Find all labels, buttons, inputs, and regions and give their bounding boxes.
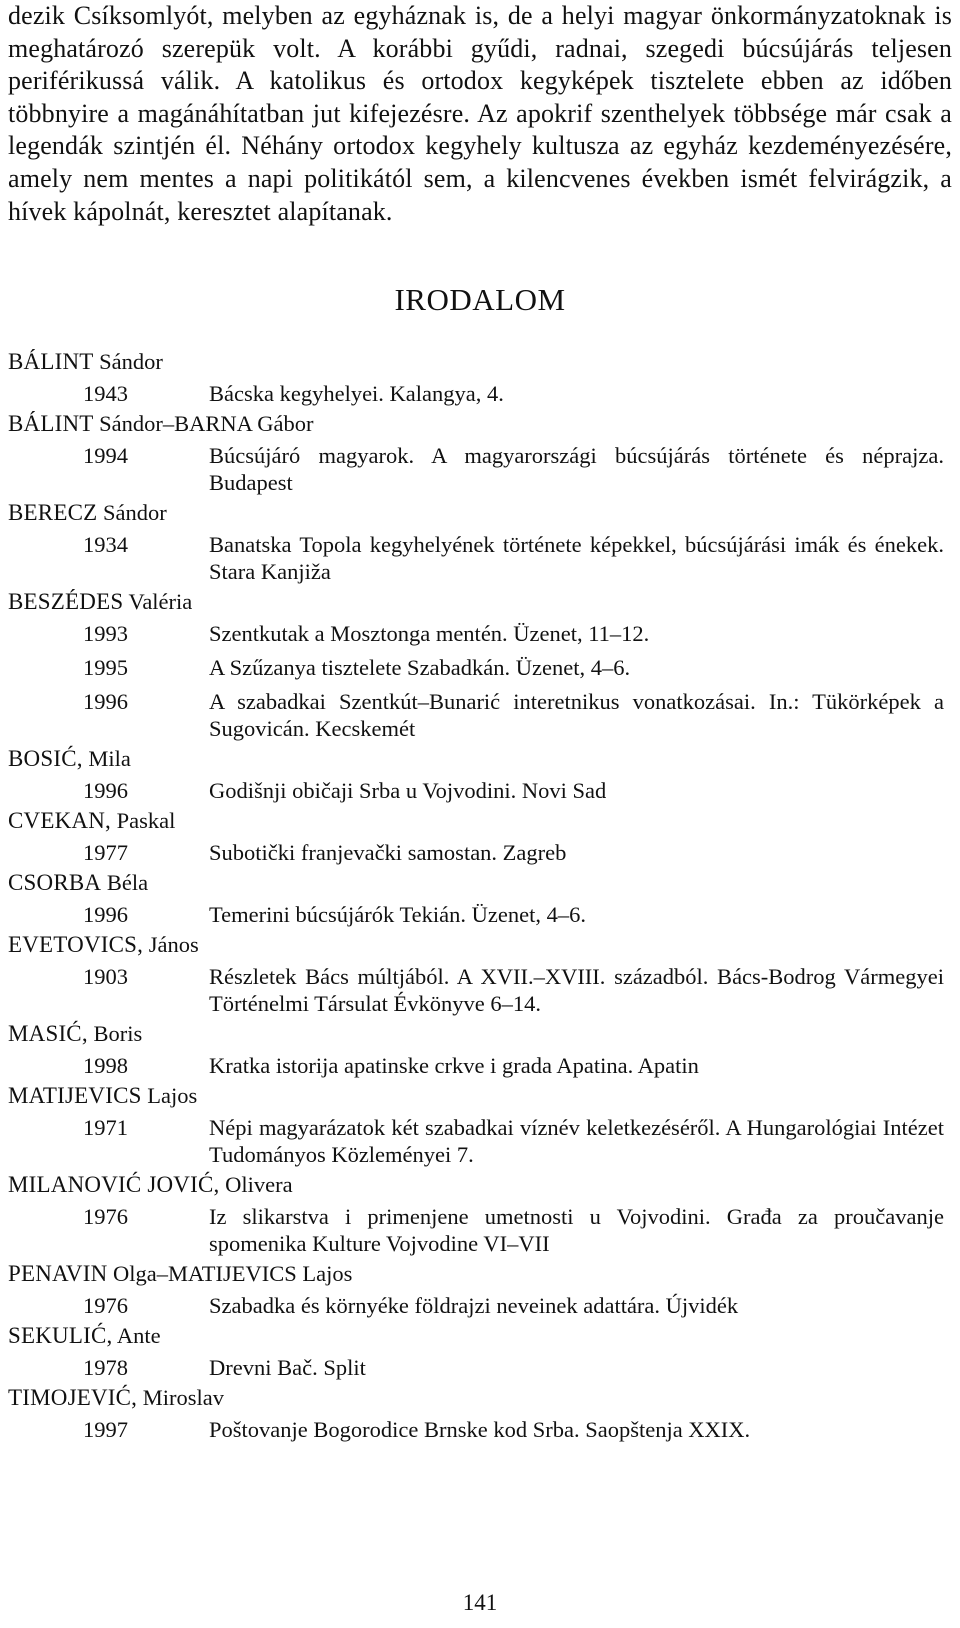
bibliography-entry xyxy=(8,931,952,1020)
bibliography-work xyxy=(8,527,952,588)
bibliography-entry xyxy=(8,869,952,931)
work-year: 1996 xyxy=(83,689,128,714)
section-heading: IRODALOM xyxy=(394,282,566,317)
author-surname: BÁLINT xyxy=(8,411,94,436)
work-year: 1996 xyxy=(83,778,128,803)
page-number: 141 xyxy=(462,1590,498,1615)
bibliography-work xyxy=(8,616,952,650)
work-year: 1977 xyxy=(83,840,128,865)
work-title: Godišnji običaji Srba u Vojvodini. Novi Sad xyxy=(209,778,607,803)
bibliography-work xyxy=(8,1350,952,1384)
bibliography-work xyxy=(8,835,952,869)
author-given-name: Miroslav xyxy=(137,1385,225,1410)
bibliography-work xyxy=(8,1199,952,1260)
author-given-name: Sándor xyxy=(93,349,163,374)
author-surname: EVETOVICS, xyxy=(8,932,144,957)
author-given-name: Ante xyxy=(112,1323,161,1348)
work-title: Népi magyarázatok két szabadkai víznév keletkezéséről. A Hungarológiai Intézet Tudományos Közleményei 7. xyxy=(209,1115,944,1167)
bibliography-work xyxy=(8,650,952,684)
author-name xyxy=(8,869,952,897)
author-surname: MASIĆ, xyxy=(8,1021,88,1046)
author-surname: TIMOJEVIĆ, xyxy=(8,1385,138,1410)
work-year: 1971 xyxy=(83,1115,128,1140)
bibliography-entry xyxy=(8,1171,952,1260)
author-surname: BOSIĆ, xyxy=(8,746,83,771)
bibliography-work xyxy=(8,376,952,410)
work-title: Poštovanje Bogorodice Brnske kod Srba. Saopštenja XXIX. xyxy=(209,1417,751,1442)
author-given-name: Lajos xyxy=(141,1083,198,1108)
work-title: Szentkutak a Mosztonga mentén. Üzenet, 11–12. xyxy=(209,621,650,646)
author-given-name: János xyxy=(143,932,199,957)
author-name xyxy=(8,1260,952,1288)
work-year: 1994 xyxy=(83,443,128,468)
work-title: Búcsújáró magyarok. A magyarországi búcsújárás története és néprajza. Budapest xyxy=(209,443,944,495)
bibliography-entry xyxy=(8,588,952,745)
work-title: Szabadka és környéke földrajzi neveinek adattára. Újvidék xyxy=(209,1293,739,1318)
work-year: 1998 xyxy=(83,1053,128,1078)
author-surname: SEKULIĆ, xyxy=(8,1323,113,1348)
author-given-name: Olga–MATIJEVICS Lajos xyxy=(107,1261,353,1286)
author-surname: BERECZ xyxy=(8,500,98,525)
bibliography-work xyxy=(8,897,952,931)
bibliography-work xyxy=(8,684,952,745)
bibliography-entry xyxy=(8,499,952,588)
bibliography-entry xyxy=(8,1020,952,1082)
author-given-name: Valéria xyxy=(123,589,193,614)
work-title: Banatska Topola kegyhelyének története képekkel, búcsújárási imák és énekek. Stara Kanjiža xyxy=(209,532,944,584)
bibliography-entry xyxy=(8,1082,952,1171)
author-name xyxy=(8,1322,952,1350)
bibliography-list xyxy=(8,348,952,1446)
bibliography-entry xyxy=(8,745,952,807)
bibliography-work xyxy=(8,1412,952,1446)
author-given-name: Sándor–BARNA Gábor xyxy=(93,411,314,436)
work-year: 1976 xyxy=(83,1293,128,1318)
work-title: Drevni Bač. Split xyxy=(209,1355,366,1380)
work-title: Részletek Bács múltjából. A XVII.–XVIII. századból. Bács-Bodrog Vármegyei Történelmi Társulat Évkönyve 6–14. xyxy=(209,964,944,1016)
work-year: 1997 xyxy=(83,1417,128,1442)
author-given-name: Paskal xyxy=(110,808,176,833)
work-year: 1934 xyxy=(83,532,128,557)
work-title: Kratka istorija apatinske crkve i grada Apatina. Apatin xyxy=(209,1053,699,1078)
author-surname: PENAVIN xyxy=(8,1261,108,1286)
author-surname: BÁLINT xyxy=(8,349,94,374)
author-given-name: Béla xyxy=(101,870,149,895)
intro-paragraph: dezik Csíksomlyót, melyben az egyháznak is, de a helyi magyar önkormányzatoknak is meghatározó szerepük volt. A korábbi gyűdi, radnai, szegedi búcsújárás teljesen periférikussá válik. A katolikus és ortodox kegyképek tisztelete ebben az időben többnyire a magánáhítatban jut kifejezésre. Az apokrif szenthelyek többsége már csak a legendák szintjén él. Néhány ortodox kegyhely kultusza az egyház kezdeményezésére, amely nem mentes a napi politikától sem, a kilencvenes években ismét felvirágzik, a hívek kápolnát, keresztet alapítanak. xyxy=(8,1,952,226)
author-name xyxy=(8,807,952,835)
author-name xyxy=(8,745,952,773)
bibliography-work xyxy=(8,1110,952,1171)
work-year: 1996 xyxy=(83,902,128,927)
work-title: A szabadkai Szentkút–Bunarić interetnikus vonatkozásai. In.: Tükörképek a Sugovicán. Kecskemét xyxy=(209,689,944,741)
bibliography-entry xyxy=(8,807,952,869)
work-year: 1943 xyxy=(83,381,128,406)
author-name xyxy=(8,499,952,527)
author-surname: CVEKAN, xyxy=(8,808,111,833)
work-title: Temerini búcsújárók Tekián. Üzenet, 4–6. xyxy=(209,902,586,927)
author-surname: MATIJEVICS xyxy=(8,1083,142,1108)
author-given-name: Mila xyxy=(82,746,131,771)
bibliography-work xyxy=(8,438,952,499)
bibliography-work xyxy=(8,1048,952,1082)
bibliography-entry xyxy=(8,1260,952,1322)
author-given-name: Boris xyxy=(87,1021,143,1046)
work-year: 1978 xyxy=(83,1355,128,1380)
bibliography-work xyxy=(8,1288,952,1322)
author-name xyxy=(8,588,952,616)
work-title: Iz slikarstva i primenjene umetnosti u Vojvodini. Građa za proučavanje spomenika Kulture Vojvodine VI–VII xyxy=(209,1204,944,1256)
work-year: 1993 xyxy=(83,621,128,646)
work-year: 1976 xyxy=(83,1204,128,1229)
author-surname: CSORBA xyxy=(8,870,102,895)
work-title: Subotički franjevački samostan. Zagreb xyxy=(209,840,567,865)
work-year: 1903 xyxy=(83,964,128,989)
bibliography-entry xyxy=(8,410,952,499)
author-name xyxy=(8,1082,952,1110)
author-name xyxy=(8,1171,952,1199)
author-name xyxy=(8,410,952,438)
author-given-name: Olivera xyxy=(219,1172,293,1197)
work-title: A Szűzanya tisztelete Szabadkán. Üzenet, 4–6. xyxy=(209,655,631,680)
author-name xyxy=(8,1020,952,1048)
document-page xyxy=(8,0,952,1628)
author-name xyxy=(8,348,952,376)
bibliography-entry xyxy=(8,348,952,410)
bibliography-entry xyxy=(8,1322,952,1384)
author-name xyxy=(8,1384,952,1412)
bibliography-work xyxy=(8,773,952,807)
author-given-name: Sándor xyxy=(97,500,167,525)
work-year: 1995 xyxy=(83,655,128,680)
author-surname: MILANOVIĆ JOVIĆ, xyxy=(8,1172,220,1197)
author-surname: BESZÉDES xyxy=(8,589,124,614)
bibliography-entry xyxy=(8,1384,952,1446)
author-name xyxy=(8,931,952,959)
work-title: Bácska kegyhelyei. Kalangya, 4. xyxy=(209,381,504,406)
bibliography-work xyxy=(8,959,952,1020)
